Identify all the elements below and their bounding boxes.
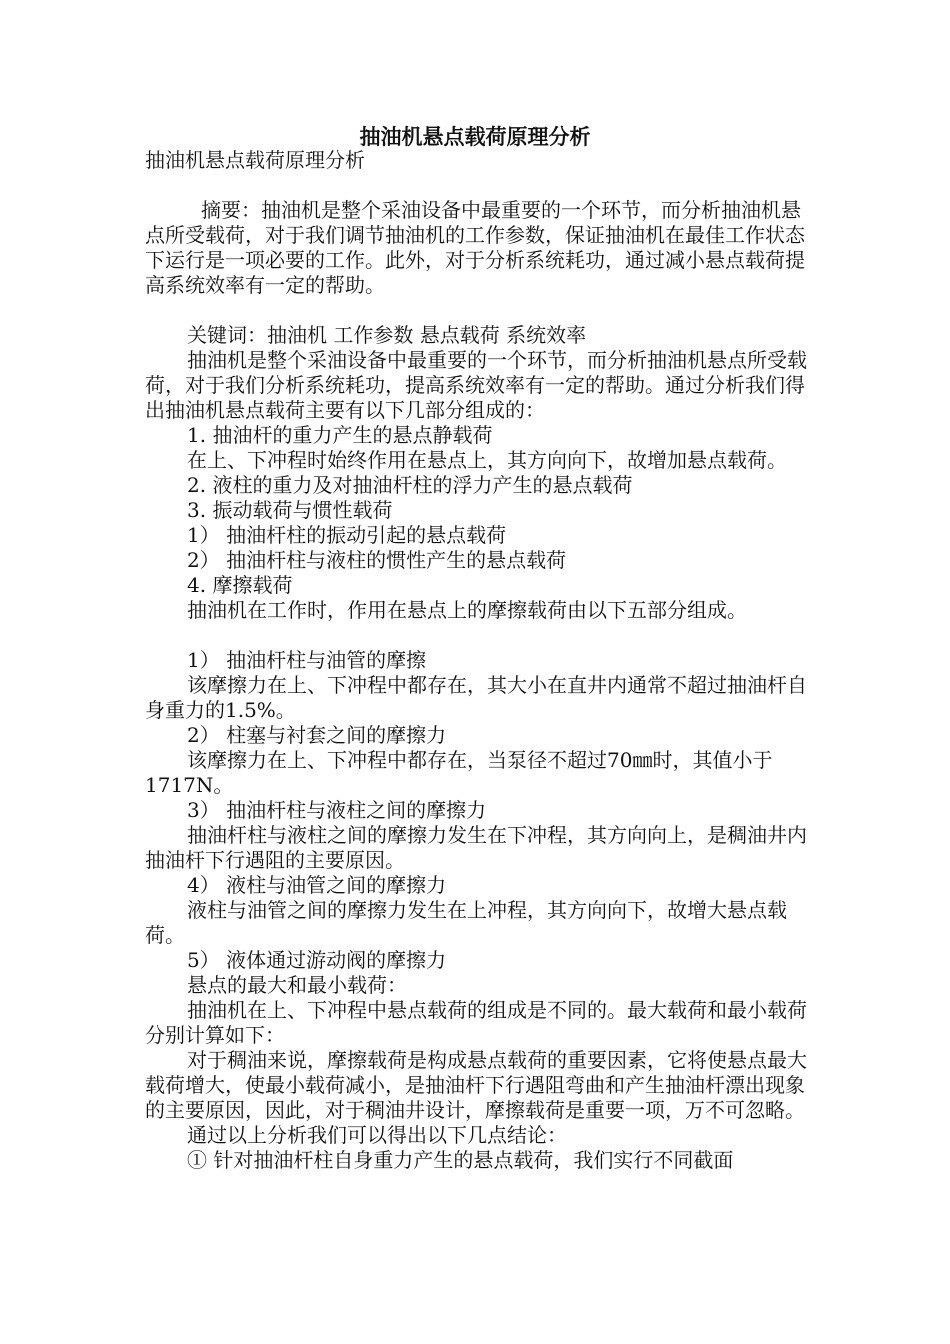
section-1-heading: 1. 抽油杆的重力产生的悬点静载荷 xyxy=(187,423,493,447)
section-3-item-1: 1） 抽油杆柱的振动引起的悬点载荷 xyxy=(187,523,507,547)
keywords-line: 关键词：抽油机 工作参数 悬点载荷 系统效率 xyxy=(187,323,587,347)
friction-3-text: 抽油杆柱与液柱之间的摩擦力发生在下冲程，其方向向上，是稠油井内抽油杆下行遇阻的主要原因。 xyxy=(145,823,807,872)
subtitle: 抽油机悬点载荷原理分析 xyxy=(145,148,365,172)
friction-1-heading: 1） 抽油杆柱与油管的摩擦 xyxy=(187,648,427,672)
friction-2-heading: 2） 柱塞与衬套之间的摩擦力 xyxy=(187,723,447,747)
conclusion-intro: 通过以上分析我们可以得出以下几点结论： xyxy=(187,1123,567,1147)
section-4-text: 抽油机在工作时，作用在悬点上的摩擦载荷由以下五部分组成。 xyxy=(187,598,747,622)
friction-2-text: 该摩擦力在上、下冲程中都存在，当泵径不超过70㎜时，其值小于1717N。 xyxy=(145,748,773,797)
section-3-item-2: 2） 抽油杆柱与液柱的惯性产生的悬点载荷 xyxy=(187,548,567,572)
abstract-paragraph: 摘要：抽油机是整个采油设备中最重要的一个环节，而分析抽油机悬点所受载荷，对于我们调节抽油机的工作参数，保证抽油机在最佳工作状态下运行是一项必要的工作。此外，对于分析系统耗功，通过减小悬点载荷提高系统效率有一定的帮助。 xyxy=(145,198,805,297)
spacer xyxy=(145,623,810,648)
friction-5-heading: 5） 液体通过游动阀的摩擦力 xyxy=(187,948,447,972)
intro-paragraph: 抽油机是整个采油设备中最重要的一个环节，而分析抽油机悬点所受载荷，对于我们分析系统耗功，提高系统效率有一定的帮助。通过分析我们得出抽油机悬点载荷主要有以下几部分组成的： xyxy=(145,348,807,422)
max-min-load-text: 抽油机在上、下冲程中悬点载荷的组成是不同的。最大载荷和最小载荷分别计算如下： xyxy=(145,998,807,1047)
friction-4-text: 液柱与油管之间的摩擦力发生在上冲程，其方向向下，故增大悬点载荷。 xyxy=(145,898,787,947)
spacer xyxy=(145,298,810,323)
heavy-oil-paragraph: 对于稠油来说，摩擦载荷是构成悬点载荷的重要因素，它将使悬点最大载荷增大，使最小载荷减小，是抽油杆下行遇阻弯曲和产生抽油杆漂出现象的主要原因，因此，对于稠油井设计，摩擦载荷是重要一项，万不可忽略。 xyxy=(145,1048,807,1122)
document-title: 抽油机悬点载荷原理分析 xyxy=(359,124,591,149)
max-min-load-heading: 悬点的最大和最小载荷： xyxy=(187,973,407,997)
section-2-heading: 2. 液柱的重力及对抽油杆柱的浮力产生的悬点载荷 xyxy=(187,473,633,497)
document-body xyxy=(145,148,810,1173)
section-3-heading: 3. 振动载荷与惯性载荷 xyxy=(187,498,393,522)
section-1-text: 在上、下冲程时始终作用在悬点上，其方向向下，故增加悬点载荷。 xyxy=(187,448,787,472)
friction-3-heading: 3） 抽油杆柱与液柱之间的摩擦力 xyxy=(187,798,487,822)
friction-4-heading: 4） 液柱与油管之间的摩擦力 xyxy=(187,873,447,897)
section-4-heading: 4. 摩擦载荷 xyxy=(187,573,293,597)
spacer xyxy=(145,173,810,198)
friction-1-text: 该摩擦力在上、下冲程中都存在，其大小在直井内通常不超过抽油杆自身重力的1.5%。 xyxy=(145,673,807,722)
conclusion-item-1: ① 针对抽油杆柱自身重力产生的悬点载荷，我们实行不同截面 xyxy=(187,1148,734,1172)
